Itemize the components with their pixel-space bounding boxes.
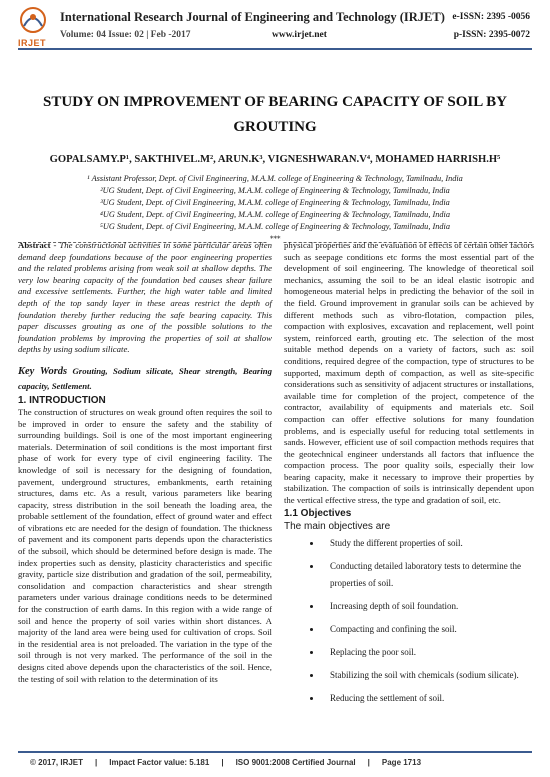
affiliation-2: ²UG Student, Dept. of Civil Engineering, M.A.M. college of Engineering & Technology, Tamilnadu, India	[100, 186, 450, 195]
list-item: • Conducting detailed laboratory tests to determine the properties of soil.	[322, 558, 534, 592]
irjet-logo-icon	[18, 6, 48, 38]
keywords-text: Grouting, Sodium silicate, Shear strength, Bearing capacity, Settlement.	[18, 365, 272, 391]
author-list: GOPALSAMY.P¹, SAKTHIVEL.M², ARUN.K³, VIGNESHWARAN.V⁴, MOHAMED HARRISH.H⁵	[49, 154, 501, 165]
journal-website-link[interactable]: www.irjet.net	[272, 30, 327, 40]
paper-title-line-2: GROUTING	[233, 119, 317, 135]
footer-page-number: Page 1713	[381, 758, 422, 767]
objectives-lead: The main objectives are	[284, 520, 391, 532]
footer-rule	[18, 751, 532, 753]
affiliation-3: ³UG Student, Dept. of Civil Engineering, M.A.M. college of Engineering & Technology, Tamilnadu, India	[100, 198, 450, 207]
page-footer: © 2017, IRJET | Impact Factor value: 5.181 | ISO 9001:2008 Certified Journal | Page 1713	[30, 758, 422, 767]
list-item: • Compacting and confining the soil.	[322, 621, 534, 638]
footer-copyright: © 2017, IRJET	[30, 758, 84, 767]
header-rule	[18, 48, 532, 50]
left-column	[18, 240, 272, 685]
affiliation-1: ¹ Assistant Professor, Dept. of Civil Engineering, M.A.M. college of Engineering & Technology, Tamilnadu, India	[87, 174, 463, 183]
list-item: • Replacing the poor soil.	[322, 644, 534, 661]
abstract-label: Abstract	[18, 240, 51, 250]
page-header	[0, 0, 550, 64]
introduction-text: The construction of structures on weak ground often requires the soil to be improved in order to ensure the safety and the stability of surrounding buildings. Soil is one of the most important engineering materials. Determination of soil conditions is the most important first phase of work for every type of civil engineering facility. The knowledge of soil is necessary for the designing of foundation, pavement, underground structures, embankments, earth retaining structures, dams etc. As a result, various parameters like bearing capacity, stress distribution in the soil beneath the loading area, the probable settlement of the foundation, effect of ground water and effect of vibrations etc are needed for the design of foundation. The thickness of pavement and its component parts depends upon the characteristics of the subsoil, which should be determined before design is made. The index properties such as density, plasticity characteristics and specific gravity, particle size distribution and gradation of the soil, permeability, consolidation and compaction characteristics and shear strength parameters under various drainage conditions needs to be determined for the construction of earth dams. In this region with a wide range of soil and hence the property of soil varies within short distances. A majority of the land area were being used for cultivation of crops. Soil in the residential area is not preloaded. The variation in the type of the soil through is not very marked. The performance of the soil in the designs cited above depends upon the characteristics of the soil. Hence, the testing of soil with relation to the determination of its	[18, 406, 272, 684]
keywords-paragraph	[18, 364, 272, 394]
introduction-heading: 1. INTRODUCTION	[18, 394, 106, 406]
list-item: • Increasing depth of soil foundation.	[322, 598, 534, 615]
right-column	[284, 240, 534, 713]
pissn: p-ISSN: 2395-0072	[453, 30, 530, 40]
introduction-continued-text: physical properties and the evaluation of effects of certain other factors such as seepage conditions etc forms the most essential part of the development of soil engineering. The knowledge of theoretical soil mechanics, assuming the soil to be an ideal elastic isotropic and homogeneous material helps in predicting the behavior of the soil in the field. Ground improvement in granular soils can be achieved by different methods such as vibro-flotation, compaction piles, compaction with explosives, excavation and replacement, well point system, reinforced earth, grouting etc. The selection of the most suitable method depends on a variety of factors, such as: soil conditions, required degree of the compaction, type of structures to be supported, maximum depth of compaction, as well as site-specific considerations such as sensitivity of adjacent structures or installations, available time for completion of the project, competence of the contractor, availability of equipments and materials etc. Soil compaction can offer effective solutions for many foundation problems, and is especially useful for reducing total settlements in sands. However, efficient use of soil compaction methods requires that the geotechnical engineer understands all factors that influence the compaction process. The poor quality soils, especially their low bearing capacity, make it necessary to improve their properties by stabilization. The compaction of soils is intrinsically dependent upon the vertical effective stress, the type and gradation of soil, etc.	[284, 240, 534, 506]
footer-iso: ISO 9001:2008 Certified Journal	[235, 758, 356, 767]
affiliation-4: ⁴UG Student, Dept. of Civil Engineering, M.A.M. college of Engineering & Technology, Tamilnadu, India	[99, 210, 450, 219]
list-item: • Stabilizing the soil with chemicals (sodium silicate).	[322, 667, 534, 684]
eissn: e-ISSN: 2395 -0056	[452, 12, 530, 22]
volume-issue: Volume: 04 Issue: 02 | Feb -2017	[60, 30, 191, 40]
abstract-paragraph	[18, 240, 272, 356]
paper-title-line-1: STUDY ON IMPROVEMENT OF BEARING CAPACITY OF SOIL BY	[43, 94, 507, 110]
footer-impact-factor: Impact Factor value: 5.181	[109, 758, 210, 767]
logo-text: IRJET	[18, 38, 47, 48]
affiliation-5: ⁵UG Student, Dept. of Civil Engineering, M.A.M. college of Engineering & Technology, Tamilnadu, India	[99, 222, 450, 231]
objectives-heading: 1.1 Objectives	[284, 507, 352, 519]
divider-stars: ***	[270, 235, 281, 243]
list-item: • Study the different properties of soil.	[322, 535, 534, 552]
abstract-text: - The constructional activities in some particular areas often demand deep foundations because of the poor engineering properties and the related problems arising from weak soil at shallow depths. The very low bearing capacity of the foundation bed causes shear failure and excessive settlements. Further, the high water table and limited depth of the top sandy layer in these areas restrict the depth of foundation thereby further reducing the safe bearing capacity. This paper discusses grouting as one of the possible solutions to the foundation problems by improving the properties of soil at shallow depths by using sodium silicate.	[18, 240, 272, 355]
list-item: • Reducing the settlement of soil.	[322, 690, 534, 707]
journal-name: International Research Journal of Engineering and Technology (IRJET)	[60, 10, 445, 24]
keywords-label: Key Words	[18, 365, 68, 377]
objectives-list	[284, 535, 534, 707]
